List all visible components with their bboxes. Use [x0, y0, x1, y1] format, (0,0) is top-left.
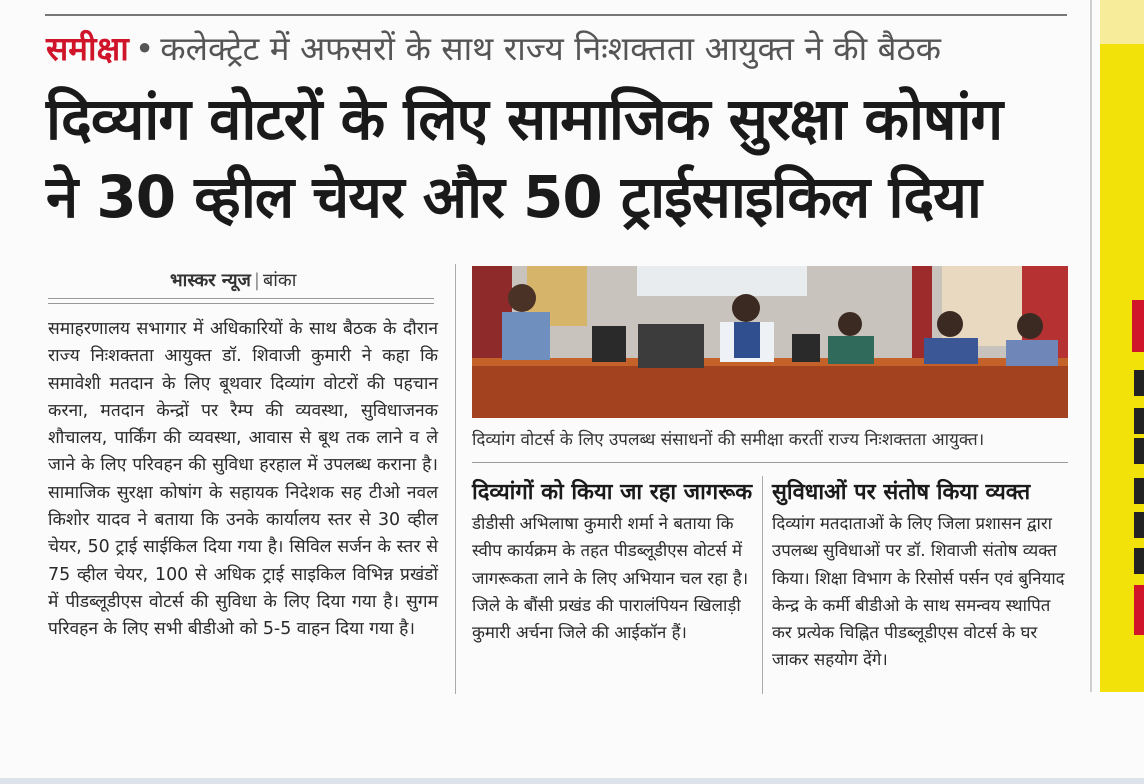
top-divider — [45, 14, 1067, 16]
ad-red-block-1 — [1132, 300, 1144, 352]
byline — [170, 268, 296, 292]
byline-separator: | — [253, 270, 260, 291]
meeting-photo — [472, 266, 1068, 418]
ad-glyph-6 — [1134, 548, 1144, 574]
ad-glyph-1 — [1134, 370, 1144, 396]
headline-line-1: दिव्यांग वोटरों के लिए सामाजिक सुरक्षा कोषांग — [46, 85, 1003, 153]
headline-line-2: ने 30 व्हील चेयर और 50 ट्राईसाइकिल दिया — [46, 163, 981, 231]
satisfaction-body: दिव्यांग मतदाताओं के लिए जिला प्रशासन द्वारा उपलब्ध सुविधाओं पर डॉ. शिवाजी संतोष व्यक्त किया। शिक्षा विभाग के रिसोर्स पर्सन एवं बुनियाद केन्द्र के कर्मी बीडीओ के साथ समन्वय स्थापित कर प्रत्येक चिह्नित पीडब्लूडीएस वोटर्स के घर जाकर सहयोग देंगे। — [772, 513, 1065, 670]
ad-glyph-3 — [1134, 438, 1144, 464]
caption-rule — [472, 462, 1068, 463]
photo-caption: दिव्यांग वोटर्स के लिए उपलब्ध संसाधनों की समीक्षा करतीं राज्य निःशक्तता आयुक्त। — [472, 430, 985, 450]
awareness-heading: दिव्यांगों को किया जा रहा जागरूक — [472, 480, 753, 505]
ad-strip-top — [1100, 0, 1144, 44]
ad-glyph-4 — [1134, 478, 1144, 504]
ad-red-block-2 — [1134, 585, 1144, 635]
kicker-tag: समीक्षा — [46, 29, 129, 68]
ad-glyph-2 — [1134, 408, 1144, 434]
byline-place: बांका — [262, 270, 297, 291]
satisfaction-heading: सुविधाओं पर संतोष किया व्यक्त — [772, 480, 1031, 505]
meeting-photo-illustration — [472, 266, 1068, 418]
ad-border — [1090, 0, 1092, 692]
kicker-line — [46, 28, 1076, 70]
adjacent-ad-strip — [1100, 0, 1144, 692]
awareness-body: डीडीसी अभिलाषा कुमारी शर्मा ने बताया कि स्वीप कार्यक्रम के तहत पीडब्लूडीएस वोटर्स में जागरूकता लाने के लिए अभियान चल रहा है। जिले के बौंसी प्रखंड की पारालंपियन खिलाड़ी कुमारी अर्चना जिले की आईकॉन हैं। — [472, 513, 749, 643]
bottom-edge — [0, 778, 1144, 784]
kicker-separator: • — [134, 29, 155, 68]
headline — [46, 80, 1076, 236]
byline-rule-top — [48, 298, 434, 299]
article-body: समाहरणालय सभागार में अधिकारियों के साथ बैठक के दौरान राज्य निःशक्तता आयुक्त डॉ. शिवाजी कुमारी ने कहा कि समावेशी मतदान के लिए बूथवार दिव्यांग वोटरों की पहचान करना, मतदान केन्द्रों पर रैम्प की व्यवस्था, सुविधाजनक शौचालय, पार्किंग की व्यवस्था, आवास से बूथ तक लाने व ले जाने के लिए परिवहन की सुविधा हरहाल में उपलब्ध कराना है। सामाजिक सुरक्षा कोषांग के सहायक निदेशक सह टीओ नवल किशोर यादव ने बताया कि उनके कार्यालय स्तर से 30 व्हील चेयर, 50 ट्राई साईकिल दिया गया है। सिविल सर्जन के स्तर से 75 व्हील चेयर, 100 से अधिक ट्राई साइकिल विभिन्न प्रखंडों में पीडब्लूडीएस वोटर्स की सुविधा के लिए दिया गया है। सुगम परिवहन के लिए सभी बीडीओ को 5-5 वाहन दिया गया है। — [48, 319, 438, 640]
column-divider-1 — [455, 264, 456, 694]
kicker-text: कलेक्ट्रेट में अफसरों के साथ राज्य निःशक्तता आयुक्त ने की बैठक — [160, 29, 941, 68]
byline-rule-bottom — [48, 303, 434, 304]
column-divider-2 — [762, 476, 763, 694]
byline-source: भास्कर न्यूज — [170, 270, 251, 291]
ad-glyph-5 — [1134, 512, 1144, 538]
